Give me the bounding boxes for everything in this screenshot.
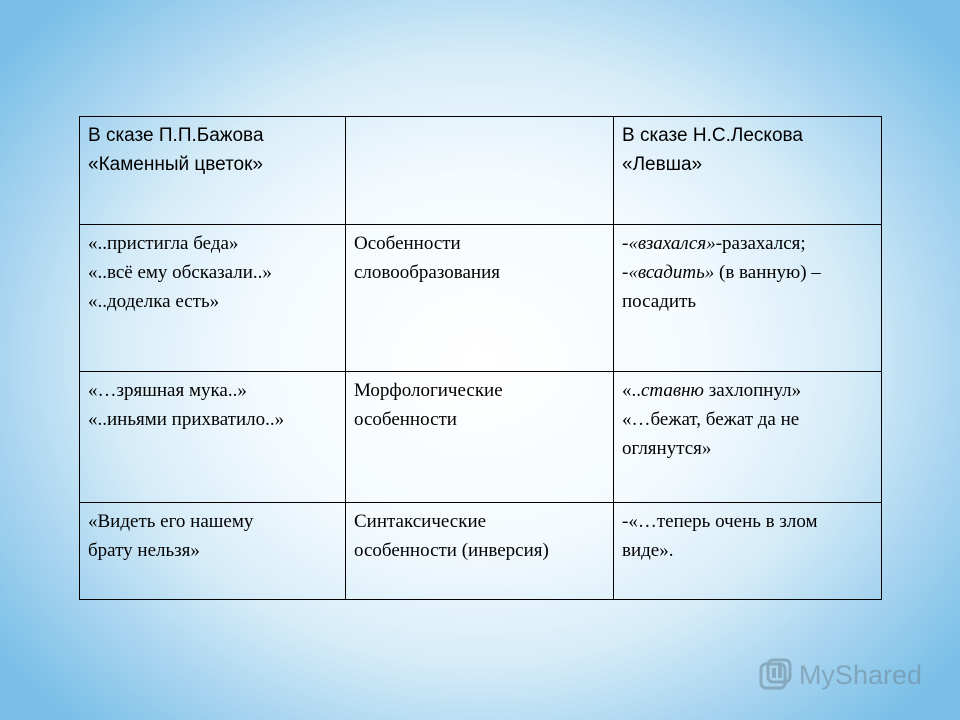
header-cell-leskov (614, 117, 882, 225)
text-fragment: - (622, 262, 629, 283)
text-line: оглянутся» (622, 438, 712, 459)
cell-leskov-examples (614, 503, 882, 600)
text-line: посадить (622, 291, 697, 312)
myshared-watermark (759, 658, 922, 692)
text-line: Особенности (354, 233, 461, 254)
text-line: брату нельзя» (88, 540, 200, 561)
text-fragment: (в ванную) – (714, 262, 821, 283)
header-bazhov-line1: В сказе П.П.Бажова (88, 125, 264, 146)
cell-category (346, 503, 614, 600)
table-row (80, 225, 882, 372)
watermark-text: MyShared (798, 659, 922, 690)
header-leskov-line2: «Левша» (622, 154, 703, 175)
text-line: «…бежат, бежат да не (622, 409, 800, 430)
italic-fragment: «всадить» (628, 262, 715, 283)
text-line (622, 229, 873, 258)
myshared-logo-icon (759, 658, 793, 692)
text-line: «…зряшная мука..» (88, 380, 247, 401)
text-line: -«…теперь очень в злом (622, 511, 818, 532)
comparison-table (79, 116, 882, 600)
italic-fragment: «взахался» (628, 233, 716, 254)
text-line: «..всё ему обсказали..» (88, 262, 272, 283)
text-line: Синтаксические (354, 511, 487, 532)
text-line: «Видеть его нашему (88, 511, 254, 532)
header-bazhov-line2: «Каменный цветок» (88, 154, 263, 175)
text-fragment: -разахался; (715, 233, 806, 254)
text-fragment: - (622, 233, 629, 254)
cell-leskov-examples (614, 225, 882, 372)
text-line: словообразования (354, 262, 500, 283)
header-cell-bazhov (80, 117, 346, 225)
cell-bazhov-examples (80, 225, 346, 372)
text-line: «..иньями прихватило..» (88, 409, 285, 430)
table-row (80, 503, 882, 600)
cell-leskov-examples (614, 372, 882, 503)
cell-category (346, 372, 614, 503)
text-line: особенности (инверсия) (354, 540, 549, 561)
text-line: «..пристигла беда» (88, 233, 239, 254)
text-line: Морфологические (354, 380, 503, 401)
text-line (622, 258, 873, 287)
cell-category (346, 225, 614, 372)
text-line: виде». (622, 540, 674, 561)
text-line (622, 376, 873, 405)
text-line: «..доделка есть» (88, 291, 220, 312)
header-cell-empty (346, 117, 614, 225)
table-row (80, 372, 882, 503)
header-leskov-line1: В сказе Н.С.Лескова (622, 125, 803, 146)
text-fragment: захлопнул» (703, 380, 802, 401)
italic-fragment: ставню (641, 380, 704, 401)
text-fragment: «.. (622, 380, 641, 401)
cell-bazhov-examples (80, 372, 346, 503)
cell-bazhov-examples (80, 503, 346, 600)
text-line: особенности (354, 409, 457, 430)
table-header-row (80, 117, 882, 225)
